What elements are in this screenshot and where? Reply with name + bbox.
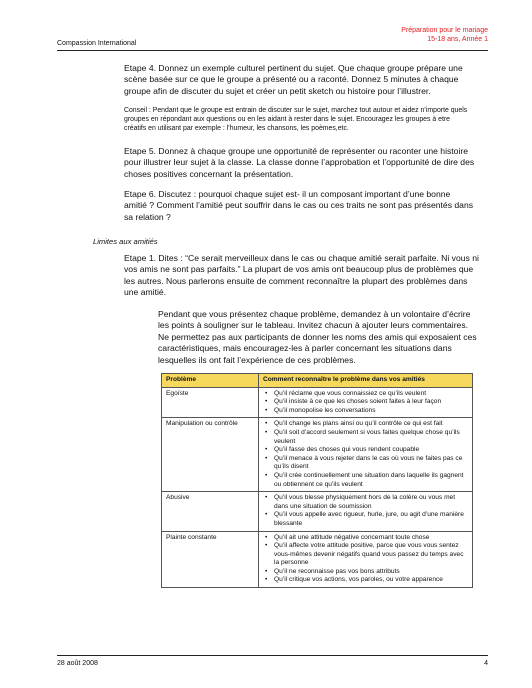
table-row — [162, 387, 473, 418]
table-row — [162, 418, 473, 492]
step6-paragraph — [124, 189, 473, 223]
sign-item: • Qu’il ne reconnaisse pas vos bons attributs — [274, 568, 468, 577]
conseil-line: groupes en répondant aux questions ou en les aidant à rester dans le sujet. Encouragez les groupes à etre — [124, 116, 450, 124]
section-title: Limites aux amitiés — [93, 237, 158, 246]
step6-line: sa relation ? — [124, 211, 171, 222]
step6-line: Etape 6. Discutez : pourquoi chaque sujet est- il un composant important d’une bonne — [124, 189, 451, 199]
footer-divider — [57, 655, 488, 656]
sign-item: • Qu’il crée continuellement une situation dans laquelle ils gagnent ou obtiennent ce qu’ils veulent — [274, 472, 468, 489]
header-title: Préparation pour le mariage — [401, 27, 488, 34]
signs-cell — [259, 387, 473, 418]
present-line: caractéristiques, mais encouragez-les à parler concernant les situations dans — [158, 343, 452, 354]
step4-line: scène basée sur ce que le groupe a présenté ou a raconté. Donnez 5 minutes à chaque — [124, 74, 459, 85]
problem-cell: Plainte constante — [162, 531, 259, 588]
sign-item: • Qu’il fasse des choses qui vous rendent coupable — [274, 446, 468, 455]
problem-cell: Abusive — [162, 492, 259, 531]
sign-item: • Qu’il vous appelle avec rigueur, hurle, jure, ou agit d’une manière blessante — [274, 511, 468, 528]
sign-item: • Qu’il change les plans ainsi ou qu’il contrôle ce qui est fait — [274, 420, 468, 429]
conseil-line: créatifs en utilisant par exemple : l’humeur, les chansons, les poèmes,etc. — [124, 125, 349, 133]
sign-item: • Qu’il critique vos actions, vos paroles, ou votre apparence — [274, 576, 468, 585]
present-line: lesquelles ils ont fait l’expérience de ces problèmes. — [158, 354, 356, 365]
sign-item: • Qu’il affecte votre attitude positive, parce que vous vous sentez vous-mêmes devenir négatifs quand vous passez du temps avec la personne — [274, 542, 468, 568]
footer-page-number: 4 — [484, 660, 488, 667]
step5-line: Etape 5. Donnez à chaque groupe une opportunité de représenter ou raconter une histoire — [124, 146, 468, 156]
step1-line: les autres. Nous parlerons ensuite de comment reconnaître la plupart des problèmes dans — [124, 275, 468, 286]
present-line: les points à souligner sur le tableau. Invitez chacun à ajouter leurs commentaires. — [158, 320, 469, 331]
table-row — [162, 492, 473, 531]
table-row — [162, 531, 473, 588]
step1-line: Etape 1. Dites : “Ce serait merveilleux dans le cas ou chaque amitié serait parfaite. Ni vous ni — [124, 253, 479, 263]
problem-cell: Egoïste — [162, 387, 259, 418]
sign-item: • Qu’il soit d’accord seulement si vous faites quelque chose qu’ils veulent — [274, 429, 468, 446]
footer-date: 28 août 2008 — [57, 660, 98, 667]
sign-item: • Qu’il monopolise les conversations — [274, 407, 468, 416]
step5-line: pour illustrer leur sujet à la classe. La classe donne l’approbation et l’opportunité de dire des — [124, 157, 475, 168]
table-header-recognize: Comment reconnaître le problème dans vos amitiés — [259, 374, 473, 388]
problems-table — [161, 373, 473, 588]
signs-cell — [259, 492, 473, 531]
sign-item: • Qu’il vous blesse physiquement hors de la colère ou vous met dans une situation de soumission — [274, 494, 468, 511]
sign-item: • Qu’il insiste à ce que les choses soient faites à leur façon — [274, 398, 468, 407]
signs-cell — [259, 418, 473, 492]
sign-item: • Qu’il ait une attitude négative concernant toute chose — [274, 534, 468, 543]
table-header-problem: Problème — [162, 374, 259, 388]
step4-paragraph — [124, 63, 463, 97]
header-title-block — [401, 26, 488, 44]
step5-paragraph — [124, 146, 474, 180]
step6-line: amitié ? Comment l’amitié peut souffrir dans le cas ou ces traits ne sont pas présentés dans — [124, 200, 474, 211]
step4-line: Etape 4. Donnez un exemple culturel pertinent du sujet. Que chaque groupe prépare une — [124, 63, 463, 73]
step1-paragraph — [124, 253, 479, 299]
present-paragraph — [158, 309, 477, 366]
sign-item: • Qu’il menace à vous rejeter dans le cas où vous ne faites pas ce qu’ils disent — [274, 455, 468, 472]
header-divider — [57, 50, 488, 51]
conseil-line: Conseil : Pendant que le groupe est entrain de discuter sur le sujet, marchez tout autour et aidez n’importe quels — [124, 107, 468, 114]
problem-cell: Manipulation ou contrôle — [162, 418, 259, 492]
step1-line: une amitié. — [124, 287, 167, 298]
step4-line: groupe afin de discuter du sujet et créer un petit sketch ou histoire pour l’illustrer. — [124, 85, 431, 96]
step5-line: choses positives concernant la présentation. — [124, 168, 294, 179]
present-line: Ne permettez pas aux participants de donner les noms des amis qui exposaient ces — [158, 331, 477, 342]
header-org: Compassion International — [57, 40, 137, 47]
header-subtitle: 15-18 ans, Année 1 — [427, 36, 488, 43]
signs-cell — [259, 531, 473, 588]
present-line: Pendant que vous présentez chaque problème, demandez à un volontaire d’écrire — [158, 309, 471, 319]
table-header-row — [162, 374, 473, 388]
sign-item: • Qu’il réclame que vous connaissiez ce qu’ils veulent — [274, 390, 468, 399]
step1-line: vos amis ne sont pas parfaits.” La plupart de vos amis ont beaucoup plus de problèmes que — [124, 264, 474, 275]
conseil-note — [124, 106, 467, 134]
